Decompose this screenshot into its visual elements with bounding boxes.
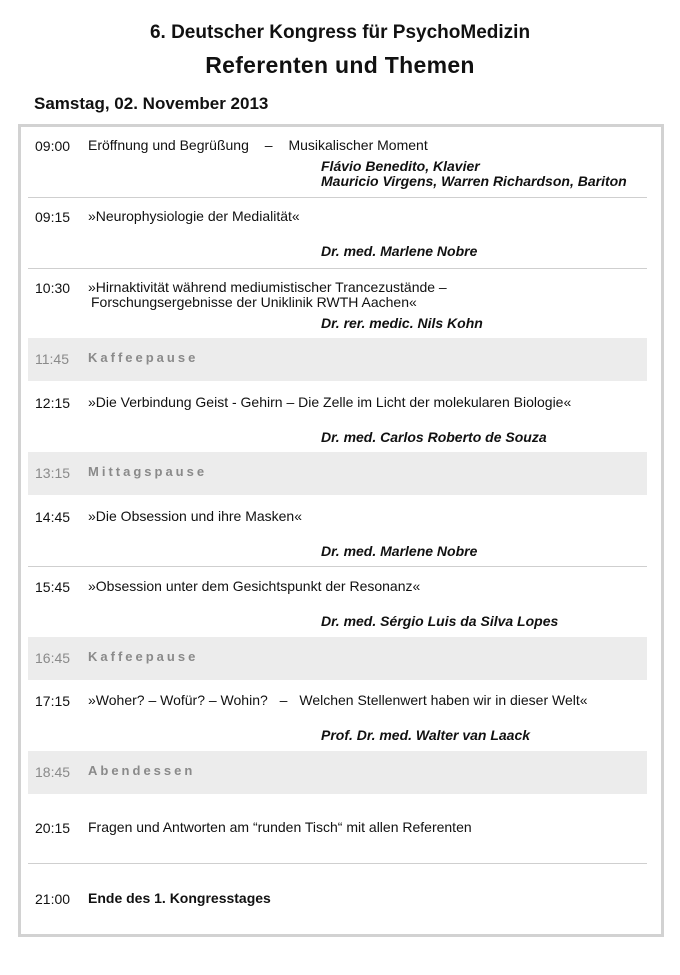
row-divider [28,566,647,567]
pause-row [28,637,647,680]
session-speaker: Prof. Dr. med. Walter van Laack [321,727,531,743]
session-time: 09:15 [35,209,71,225]
session-speaker: Dr. rer. medic. Nils Kohn [321,315,483,331]
schedule-row [28,507,647,563]
session-time: 11:45 [35,351,69,367]
session-topic [88,692,588,709]
schedule-row [28,889,647,919]
session-time: 17:15 [35,693,71,709]
session-topic-part: »Woher? – Wofür? – Wohin? [88,692,268,708]
session-time: 13:15 [35,465,71,481]
pause-label: Abendessen [88,763,196,778]
schedule-row [28,278,647,334]
session-topic-part: Musikalischer Moment [288,137,428,153]
day-heading: Samstag, 02. November 2013 [34,94,269,113]
pause-row [28,751,647,794]
row-divider [28,268,647,269]
session-time: 15:45 [35,579,71,595]
session-topic: »Hirnaktivität während mediumistischer Trancezustände – [88,279,447,295]
session-topic: »Obsession unter dem Gesichtspunkt der Resonanz« [88,578,421,594]
session-speaker: Dr. med. Marlene Nobre [321,243,478,259]
session-speaker: Dr. med. Marlene Nobre [321,543,478,559]
session-time: 20:15 [35,820,71,836]
schedule-row [28,691,647,747]
row-divider [28,863,647,864]
session-time: 10:30 [35,280,71,296]
session-speaker: Dr. med. Carlos Roberto de Souza [321,429,547,445]
topic-dash: – [264,137,273,153]
schedule-row [28,136,647,196]
session-time: 14:45 [35,509,71,525]
session-topic: Ende des 1. Kongresstages [88,890,271,906]
page-title: Referenten und Themen [205,52,475,78]
session-time: 21:00 [35,891,71,907]
schedule-row [28,207,647,267]
session-topic: Fragen und Antworten am “runden Tisch“ mit allen Referenten [88,819,472,835]
pause-label: Kaffeepause [88,350,199,365]
session-time: 12:15 [35,395,71,411]
session-topic: »Die Verbindung Geist - Gehirn – Die Zelle im Licht der molekularen Biologie« [88,394,572,410]
session-topic: Forschungsergebnisse der Uniklinik RWTH Aachen« [91,294,417,310]
session-topic: »Die Obsession und ihre Masken« [88,508,303,524]
session-speaker: Flávio Benedito, Klavier [321,158,480,174]
pause-label: Mittagspause [88,464,208,479]
schedule-row [28,393,647,449]
session-speaker: Mauricio Virgens, Warren Richardson, Bariton [321,173,627,189]
session-speaker: Dr. med. Sérgio Luis da Silva Lopes [321,613,559,629]
session-topic [88,137,428,154]
session-time: 18:45 [35,764,71,780]
conference-title: 6. Deutscher Kongress für PsychoMedizin [149,22,531,43]
row-divider [28,197,647,198]
session-time: 16:45 [35,650,71,666]
pause-row [28,452,647,495]
schedule-row [28,577,647,633]
session-topic-part: Eröffnung und Begrüßung [88,137,249,153]
topic-dash: – [279,692,288,708]
pause-label: Kaffeepause [88,649,199,664]
schedule-row [28,818,647,848]
pause-row [28,338,647,381]
session-topic-part: Welchen Stellenwert haben wir in dieser Welt« [299,692,588,708]
session-topic: »Neurophysiologie der Medialität« [88,208,300,224]
session-time: 09:00 [35,138,71,154]
